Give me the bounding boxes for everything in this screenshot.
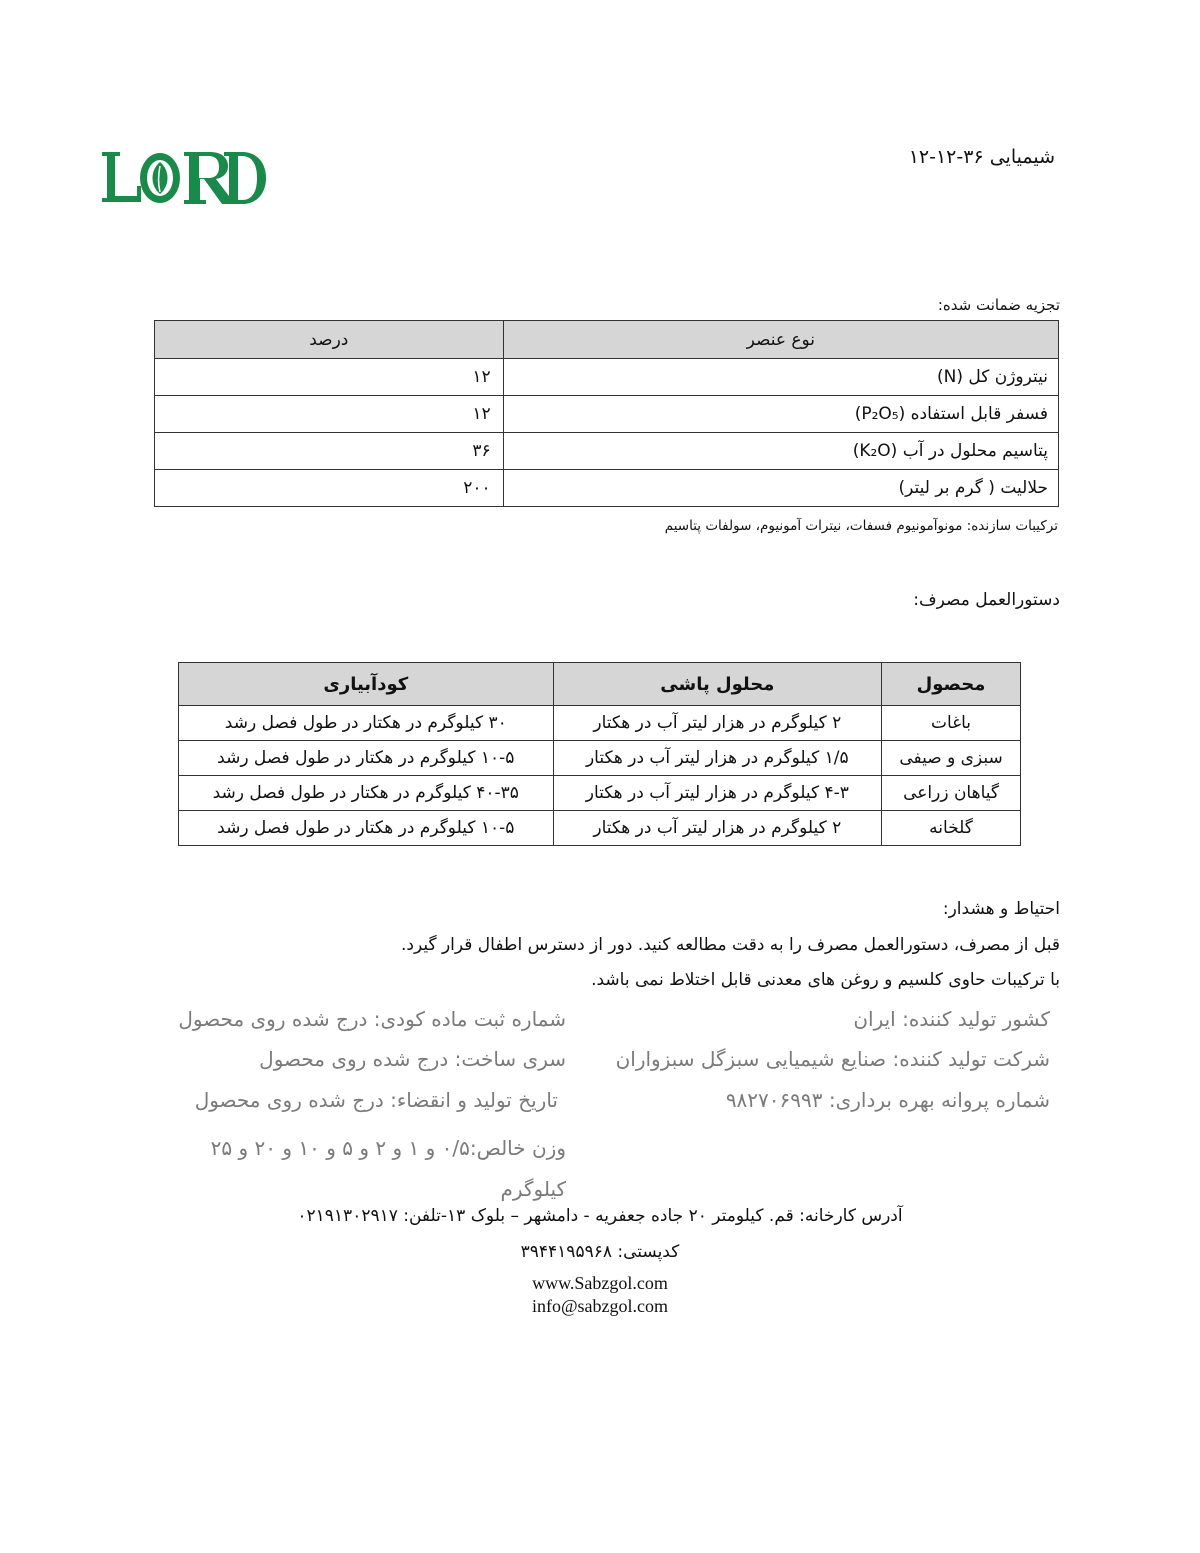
percent-column-header: درصد: [155, 321, 504, 359]
factory-address: آدرس کارخانه: قم. کیلومتر ۲۰ جاده جعفریه - دامشهر – بلوک ۱۳-تلفن: ۰۲۱۹۱۳۰۲۹۱۷: [297, 1206, 903, 1226]
warning-line: قبل از مصرف، دستورالعمل مصرف را به دقت مطالعه کنید. دور از دسترس اطفال قرار گیرد.: [400, 935, 1060, 955]
crop-cell: باغات: [882, 706, 1021, 741]
spray-cell: ۲ کیلوگرم در هزار لیتر آب در هکتار: [553, 706, 882, 741]
postal-code: کدپستی: ۳۹۴۴۱۹۵۹۶۸: [520, 1242, 680, 1262]
license-info: شماره پروانه بهره برداری: ۹۸۲۷۰۶۹۹۳: [725, 1088, 1050, 1112]
dates-info: تاریخ تولید و انقضاء: درج شده روی محصول: [194, 1088, 558, 1112]
table-row: [179, 741, 1021, 776]
element-column-header: نوع عنصر: [503, 321, 1058, 359]
table-row: [155, 433, 1059, 470]
usage-caption: دستورالعمل مصرف:: [913, 590, 1060, 610]
fertigation-cell: ۳۰ کیلوگرم در هکتار در طول فصل رشد: [179, 706, 554, 741]
table-row: [179, 811, 1021, 846]
element-cell: فسفر قابل استفاده (P₂O₅): [503, 396, 1058, 433]
country-info: کشور تولید کننده: ایران: [853, 1007, 1050, 1031]
warnings-title: احتیاط و هشدار:: [942, 899, 1060, 919]
table-row: [179, 776, 1021, 811]
usage-table: [178, 662, 1021, 846]
lord-logo: [98, 142, 268, 212]
analysis-header-row: [155, 321, 1059, 359]
percent-cell: ۱۲: [155, 396, 504, 433]
usage-header-row: [179, 663, 1021, 706]
company-info: شرکت تولید کننده: صنایع شیمیایی سبزگل سبزواران: [615, 1047, 1050, 1071]
spray-cell: ۴-۳ کیلوگرم در هزار لیتر آب در هکتار: [553, 776, 882, 811]
table-row: [155, 396, 1059, 433]
element-cell: حلالیت ( گرم بر لیتر): [503, 470, 1058, 507]
warning-line: با ترکیبات حاوی کلسیم و روغن های معدنی قابل اختلاط نمی باشد.: [591, 970, 1060, 990]
crop-cell: گلخانه: [882, 811, 1021, 846]
batch-info: سری ساخت: درج شده روی محصول: [259, 1047, 566, 1071]
analysis-table: [154, 320, 1059, 507]
analysis-caption: تجزیه ضمانت شده:: [937, 296, 1060, 314]
email-link[interactable]: info@sabzgol.com: [531, 1296, 669, 1316]
fertigation-cell: ۱۰-۵ کیلوگرم در هکتار در طول فصل رشد: [179, 811, 554, 846]
fertigation-column-header: کودآبیاری: [179, 663, 554, 706]
crop-column-header: محصول: [882, 663, 1021, 706]
crop-cell: گیاهان زراعی: [882, 776, 1021, 811]
table-row: [155, 359, 1059, 396]
table-row: [155, 470, 1059, 507]
element-cell: نیتروژن کل (N): [503, 359, 1058, 396]
fertigation-cell: ۴۰-۳۵ کیلوگرم در هکتار در طول فصل رشد: [179, 776, 554, 811]
website-link[interactable]: www.Sabzgol.com: [532, 1273, 668, 1293]
table-row: [179, 706, 1021, 741]
registration-info: شماره ثبت ماده کودی: درج شده روی محصول: [178, 1007, 566, 1031]
spray-cell: ۱/۵ کیلوگرم در هزار لیتر آب در هکتار: [553, 741, 882, 776]
percent-cell: ۱۲: [155, 359, 504, 396]
document-title: شیمیایی ۳۶-۱۲-۱۲: [908, 146, 1055, 168]
element-cell: پتاسیم محلول در آب (K₂O): [503, 433, 1058, 470]
net-weight-info: وزن خالص:۰/۵ و ۱ و ۲ و ۵ و ۱۰ و ۲۰ و ۲۵ کیلوگرم: [210, 1136, 566, 1201]
crop-cell: سبزی و صیفی: [882, 741, 1021, 776]
percent-cell: ۲۰۰: [155, 470, 504, 507]
percent-cell: ۳۶: [155, 433, 504, 470]
ingredients-note: ترکیبات سازنده: مونوآمونیوم فسفات، نیترات آمونیوم، سولفات پتاسیم: [664, 518, 1058, 534]
spray-cell: ۲ کیلوگرم در هزار لیتر آب در هکتار: [553, 811, 882, 846]
fertigation-cell: ۱۰-۵ کیلوگرم در هکتار در طول فصل رشد: [179, 741, 554, 776]
spray-column-header: محلول پاشی: [553, 663, 882, 706]
